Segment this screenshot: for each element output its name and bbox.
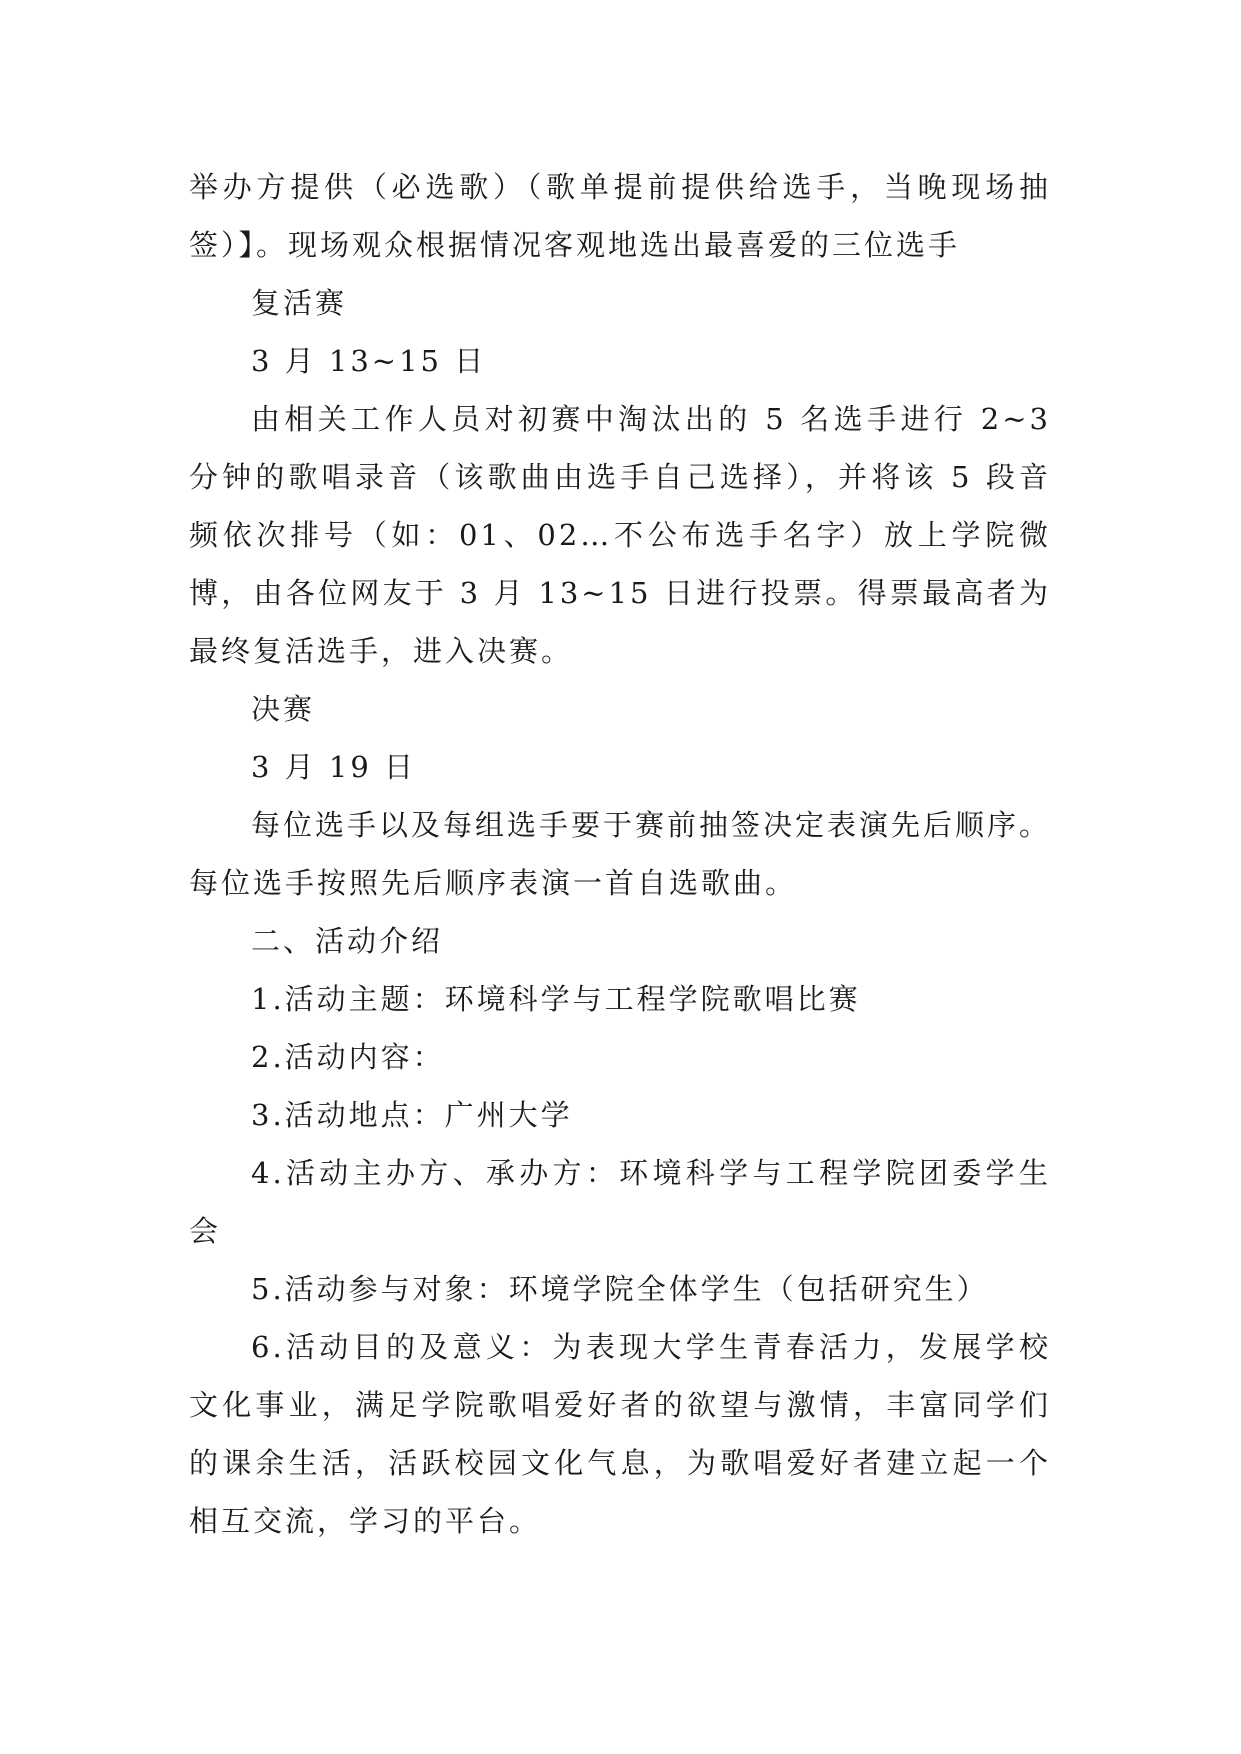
paragraph-continuation: 举办方提供（必选歌）（歌单提前提供给选手，当晚现场抽签）】。现场观众根据情况客观地选出最喜爱的三位选手	[189, 170, 1051, 262]
document-page	[189, 158, 1051, 1550]
heading-repechage: 复活赛	[251, 286, 348, 320]
date-final: 3 月 19 日	[251, 750, 417, 784]
paragraph-repechage-details: 由相关工作人员对初赛中淘汰出的 5 名选手进行 2~3 分钟的歌唱录音（该歌曲由选手自己选择），并将该 5 段音频依次排号（如：01、02…不公布选手名字）放上学院微博，由各位网友于 3 月 13~15 日进行投票。得票最高者为最终复活选手，进入决赛。	[189, 402, 1051, 668]
list-item-location: 3.活动地点：广州大学	[251, 1098, 573, 1132]
list-item-organizers: 4.活动主办方、承办方：环境科学与工程学院团委学生会	[189, 1156, 1051, 1248]
section-heading-activity-intro: 二、活动介绍	[251, 924, 444, 958]
date-repechage: 3 月 13~15 日	[251, 344, 487, 378]
paragraph-final-details: 每位选手以及每组选手要于赛前抽签决定表演先后顺序。每位选手按照先后顺序表演一首自选歌曲。	[189, 808, 1052, 900]
list-item-participants: 5.活动参与对象：环境学院全体学生（包括研究生）	[251, 1272, 989, 1306]
list-item-content: 2.活动内容：	[251, 1040, 445, 1074]
heading-final: 决赛	[251, 692, 316, 726]
list-item-theme: 1.活动主题：环境科学与工程学院歌唱比赛	[251, 982, 861, 1016]
list-item-purpose: 6.活动目的及意义：为表现大学生青春活力，发展学校文化事业，满足学院歌唱爱好者的欲望与激情，丰富同学们的课余生活，活跃校园文化气息，为歌唱爱好者建立起一个相互交流，学习的平台。	[189, 1330, 1051, 1538]
